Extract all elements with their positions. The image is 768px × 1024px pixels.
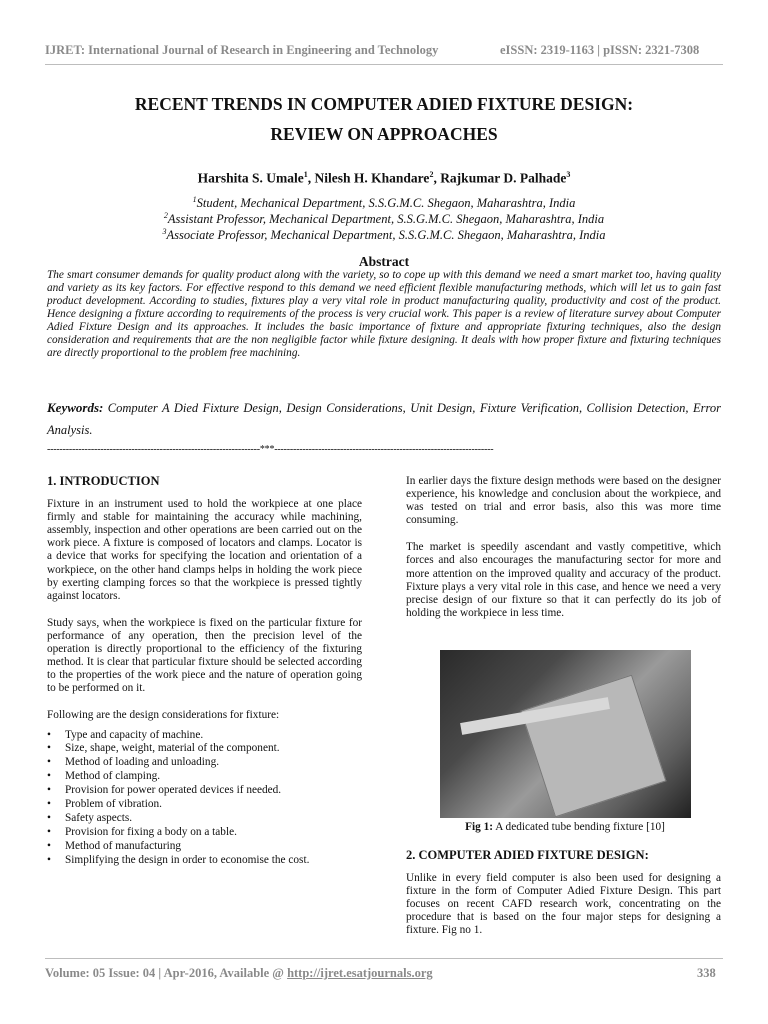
keywords	[47, 397, 721, 441]
journal-header: IJRET: International Journal of Research in Engineering and Technology	[45, 43, 439, 57]
list-item: • Type and capacity of machine.	[47, 729, 362, 743]
figure-label: Fig 1:	[465, 821, 493, 833]
paper-title-line1: RECENT TRENDS IN COMPUTER ADIED FIXTURE DESIGN:	[134, 94, 634, 114]
issn-header: eISSN: 2319-1163 | pISSN: 2321-7308	[500, 43, 700, 57]
author-name: Harshita S. Umale	[197, 170, 304, 186]
tube-bending-fixture-photo	[440, 650, 691, 818]
affiliation-text: Associate Professor, Mechanical Department, S.S.G.M.C. Shegaon, Maharashtra, India	[166, 228, 606, 243]
keywords-label: Keywords:	[47, 400, 104, 415]
design-considerations-list	[47, 729, 362, 868]
section-separator: --------------------------------------------------------------------***----------------------------------------------------------------------	[47, 444, 494, 455]
right-paragraph-2: The market is speedily ascendant and vastly competitive, which forces and also encourages the manufacturing sector for more and more attention on the improved quality and accuracy of the product. Fixture plays a very vital role in this case, and hence we need a very precise design of our fixture so that it can perfectly do its job of holding the workpiece in less time.	[406, 541, 721, 619]
right-paragraph-1: In earlier days the fixture design methods were based on the designer experience, his knowledge and conclusion about the workpiece, and was tested on trial and error basis, also this was more time consuming.	[406, 475, 721, 527]
affiliation-sup: 3	[162, 227, 167, 236]
cafd-paragraph: Unlike in every field computer is also been used for designing a fixture in the form of Computer Adied Fixture Design. This part focuses on recent CAFD research work, concentrating on the procedure that is based on the four major steps for designing a fixture. Fig no 1.	[406, 872, 721, 937]
list-item: • Method of loading and unloading.	[47, 756, 362, 770]
page-number: 338	[697, 966, 716, 980]
left-column	[47, 475, 362, 868]
right-column-bottom	[406, 849, 721, 952]
list-item: • Problem of vibration.	[47, 798, 362, 812]
figure-caption-text: A dedicated tube bending fixture [10]	[495, 821, 665, 833]
author-list: Harshita S. Umale$^1$, Nilesh H. Khandare$^2$, Rajkumar D. Palhade$^3$	[197, 170, 571, 186]
list-item: • Provision for fixing a body on a table.	[47, 826, 362, 840]
affiliation-text: Assistant Professor, Mechanical Department, S.S.G.M.C. Shegaon, Maharashtra, India	[167, 212, 605, 227]
affiliation-sup: 1	[192, 195, 197, 204]
author-sup: 3	[566, 170, 571, 179]
section-heading-introduction: 1. INTRODUCTION	[47, 474, 160, 488]
abstract-heading: Abstract	[358, 254, 410, 269]
affiliation-2	[30, 211, 738, 227]
list-item: • Method of manufacturing	[47, 840, 362, 854]
list-item: • Size, shape, weight, material of the component.	[47, 742, 362, 756]
author-name: Nilesh H. Khandare	[314, 170, 430, 186]
journal-url-link[interactable]: http://ijret.esatjournals.org	[287, 966, 433, 980]
keywords-text: Computer A Died Fixture Design, Design Considerations, Unit Design, Fixture Verification, Collision Detection, Error Analysis.	[47, 401, 721, 437]
author-sup: 2	[429, 170, 434, 179]
list-item: • Provision for power operated devices if needed.	[47, 784, 362, 798]
intro-paragraph-2: Study says, when the workpiece is fixed on the particular fixture for performance of any operation, then the precision level of the operation is directly proportional to the efficiency of the fixturing method. It is clear that particular fixture should be selected according to the properties of the work piece and the nature of operation going to be performed on it.	[47, 616, 362, 695]
header-rule	[45, 64, 723, 65]
paper-title-line2: REVIEW ON APPROACHES	[270, 124, 498, 144]
affiliation-3	[30, 227, 738, 243]
footer-volume-text: Volume: 05 Issue: 04 | Apr-2016, Available @	[45, 966, 288, 980]
footer-rule	[45, 958, 723, 959]
right-column-top	[406, 475, 721, 634]
list-item: • Method of clamping.	[47, 770, 362, 784]
affiliation-1	[30, 195, 738, 211]
fixture-plate-shape	[521, 675, 667, 818]
author-sup: 1	[303, 170, 308, 179]
intro-paragraph-1: Fixture in an instrument used to hold the workpiece at one place firmly and stable for maintaining the accuracy while machining, assembly, inspection and other operations are been carried out on the work piece. A fixture is composed of locators and clamps. Locator is a device that works for specifying the location and orientation of a workpiece, on the other hand clamps helps in holding the work piece by exerting clamping forces so that the workpiece is pressed tightly against locators.	[47, 498, 362, 602]
figure-caption	[410, 821, 720, 833]
list-item: • Safety aspects.	[47, 812, 362, 826]
author-name: Rajkumar D. Palhade	[440, 170, 567, 186]
section-heading-cafd: 2. COMPUTER ADIED FIXTURE DESIGN:	[406, 848, 649, 862]
list-item: • Simplifying the design in order to economise the cost.	[47, 854, 362, 868]
intro-paragraph-3: Following are the design considerations for fixture:	[47, 709, 280, 722]
abstract-text: The smart consumer demands for quality product along with the variety, so to cope up with this demand we need a smart market too, having quality and variety as its key factors. For effective respond to this demand we need efficient flexible manufacturing methods, which will let us to gain fast product development. According to studies, fixtures play a very vital role in product manufacturing quality, productivity and cost of the product. Hence designing a fixture according to requirements of the process is very crucial work. This paper is a review of literature survey about Computer Adied Fixture Design and its approaches. It includes the basic importance of fixture and appropriate fixturing techniques, also the design consideration and requirements that are the non negligible factor while fixture designing. It deals with how proper fixture and fixturing techniques are directly proportional to the problem free machining.	[47, 269, 721, 359]
affiliation-sup: 2	[163, 211, 168, 220]
footer-volume	[45, 966, 433, 981]
affiliation-text: Student, Mechanical Department, S.S.G.M.C. Shegaon, Maharashtra, India	[196, 196, 576, 211]
